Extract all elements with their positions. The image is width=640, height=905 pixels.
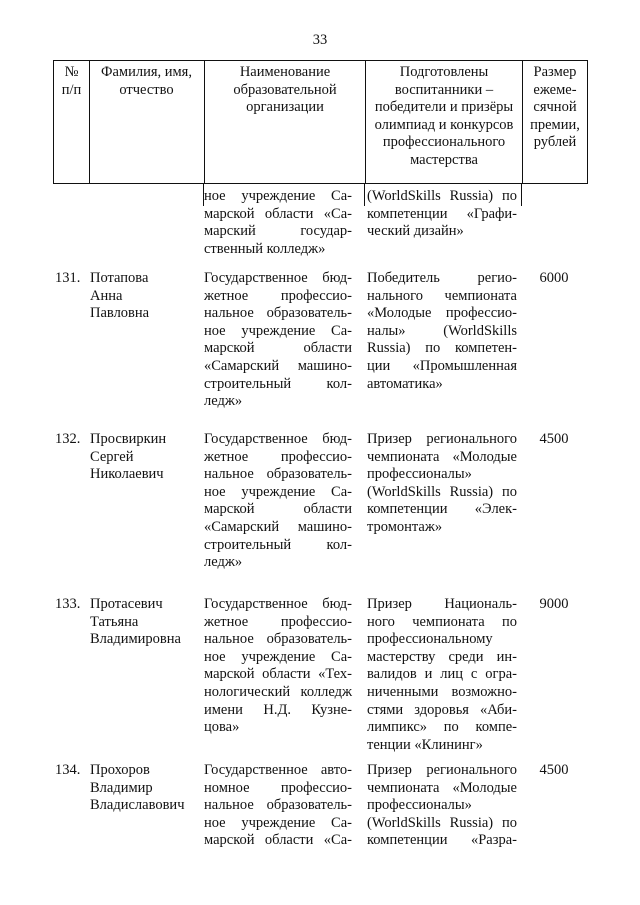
continuation-achievement: (WorldSkills Russia) по компетенции «Графи- ческий дизайн» <box>367 188 517 240</box>
organization: Государственное бюд- жетное профессио- нальное образователь- ное учреждение Са- марской области «Самарский машино- строительный кол- ледж» <box>204 270 352 410</box>
person-name: Потапова Анна Павловна <box>90 270 150 322</box>
table-body <box>53 184 588 904</box>
page-number: 33 <box>312 32 328 48</box>
header-num: № п/п <box>61 64 82 98</box>
row-number: 134. <box>55 762 81 778</box>
achievement: Победитель регио- нального чемпионата «Молодые профессио- налы» (WorldSkills Russia) по компетен- ции «Промышленная автоматика» <box>367 270 517 392</box>
prize-amount: 4500 <box>539 431 569 447</box>
header-achievement: Подготовлены воспитанники – победители и призёры олимпиад и конкурсов профессионального мастерства <box>374 64 514 168</box>
organization: Государственное бюд- жетное профессио- нальное образователь- ное учреждение Са- марской области «Самарский машино- строительный кол- ледж» <box>204 431 352 571</box>
person-name: Протасевич Татьяна Владимировна <box>90 596 181 648</box>
person-name: Прохоров Владимир Владиславович <box>90 762 185 814</box>
organization: Государственное бюд- жетное профессио- нальное образователь- ное учреждение Са- марской области «Тех- нологический колледж имени Н.Д. Кузне- цова» <box>204 596 352 736</box>
achievement: Призер Националь- ного чемпионата по профессиональному мастерству среди ин- валидов и лиц с огра- ниченными возможно- стями здоровья «Аби- лимпикс» по компе- тенции «Клининг» <box>367 596 517 753</box>
person-name: Просвиркин Сергей Николаевич <box>90 431 167 483</box>
achievement: Призер регионального чемпионата «Молодые профессионалы» (WorldSkills Russia) по компетенции «Элек- тромонтаж» <box>367 431 517 535</box>
prize-amount: 6000 <box>539 270 569 286</box>
prize-amount: 9000 <box>539 596 569 612</box>
organization: Государственное авто- номное профессио- нальное образователь- ное учреждение Са- марской области «Са- <box>204 762 352 849</box>
table-header <box>53 60 588 184</box>
document-table <box>53 60 588 904</box>
continuation-org: ное учреждение Са- марской области «Са- марский государ- ственный колледж» <box>204 188 352 257</box>
row-number: 132. <box>55 431 81 447</box>
header-name: Фамилия, имя, отчество <box>101 64 192 98</box>
row-number: 133. <box>55 596 81 612</box>
achievement: Призер регионального чемпионата «Молодые профессионалы» (WorldSkills Russia) по компетенции «Разра- <box>367 762 517 849</box>
header-prize: Размер ежеме- сячной премии, рублей <box>530 64 580 151</box>
header-org: Наименование образовательной организации <box>233 64 337 116</box>
prize-amount: 4500 <box>539 762 569 778</box>
row-number: 131. <box>55 270 81 286</box>
